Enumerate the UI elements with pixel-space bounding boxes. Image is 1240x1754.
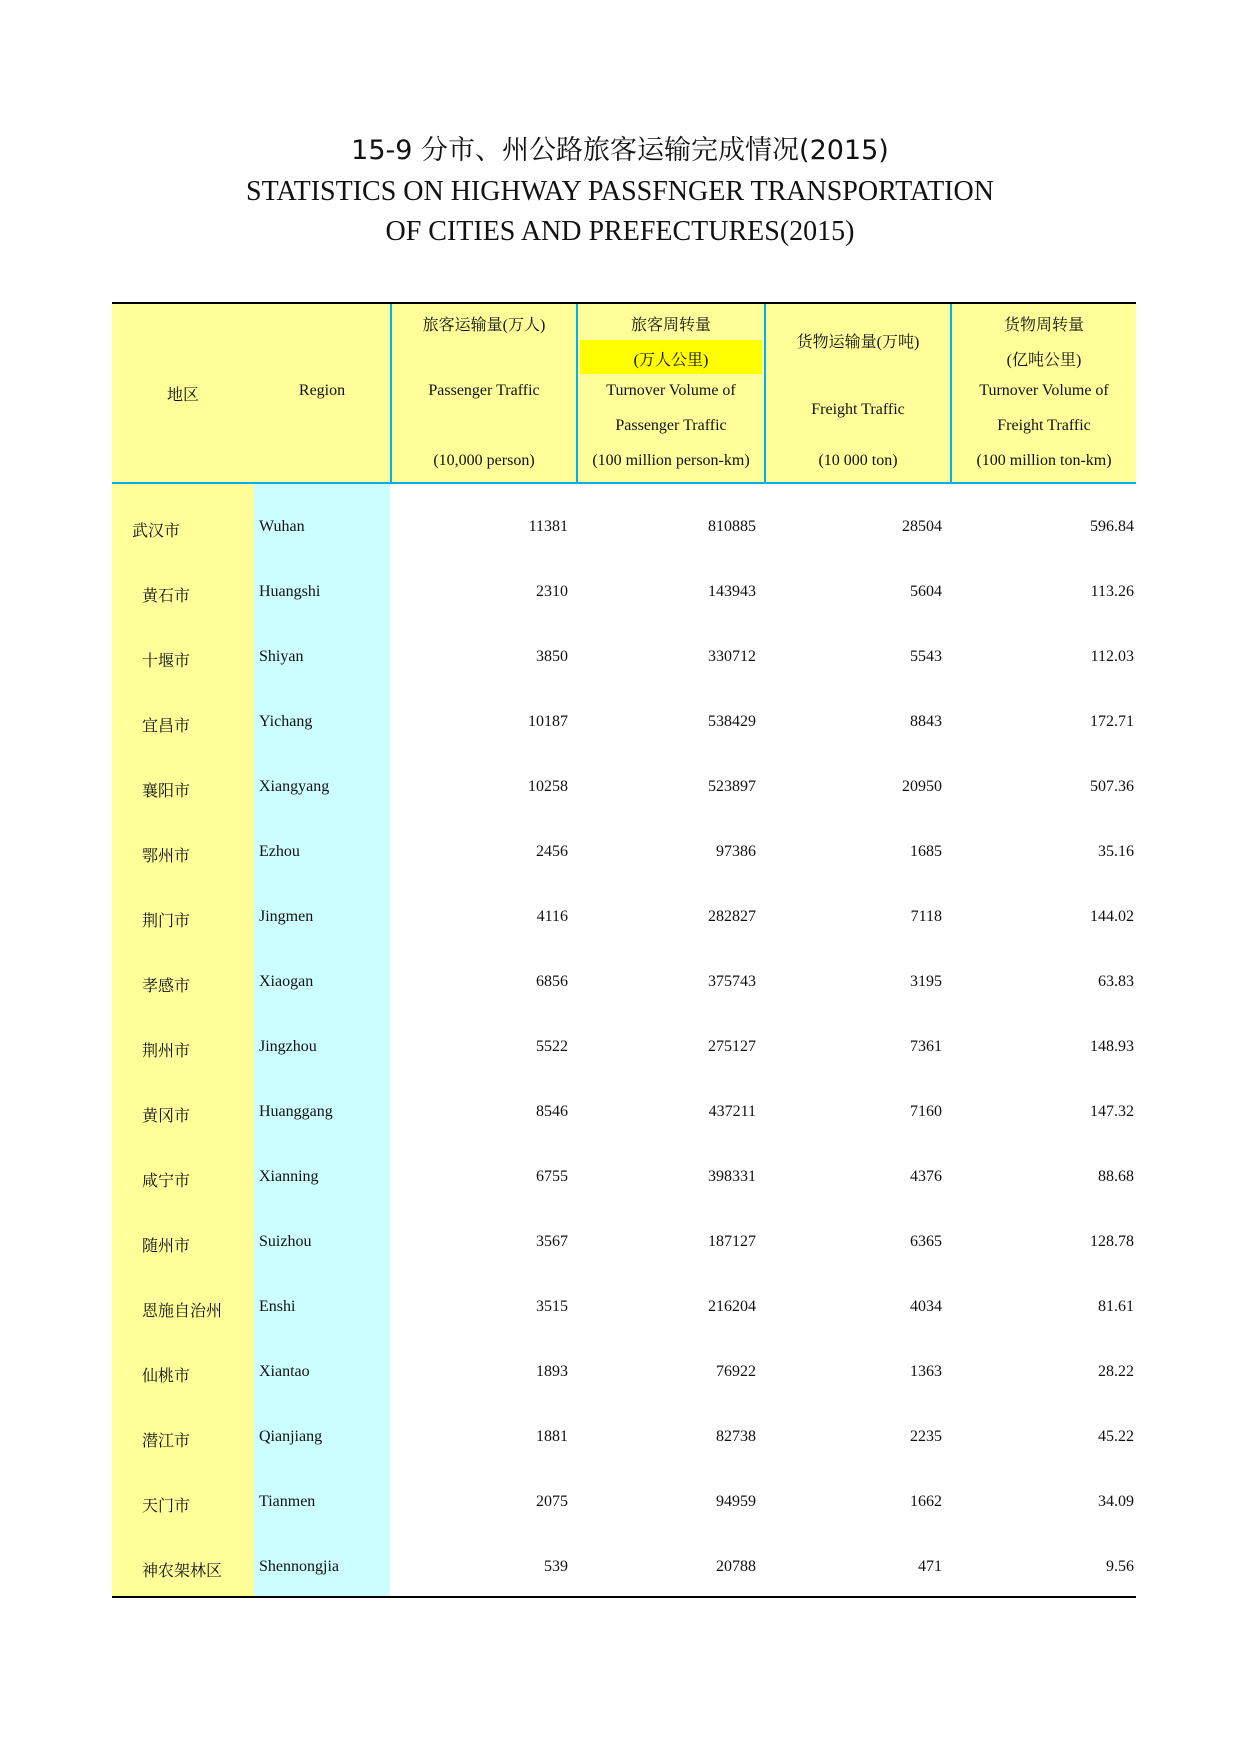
header-turnover-freight-en2: Freight Traffic [997, 417, 1091, 434]
cell-passenger: 2310 [536, 583, 568, 600]
header-freight [766, 304, 950, 482]
cell-region-en: Jingzhou [259, 1038, 317, 1055]
table-row [112, 1341, 1136, 1406]
table-row [112, 1211, 1136, 1276]
cell-region-zh: 武汉市 [132, 523, 181, 540]
cell-turnover-passenger: 538429 [708, 713, 756, 730]
table-row [112, 626, 1136, 691]
header-region-en-label: Region [298, 382, 346, 399]
header-turnover-freight-en1: Turnover Volume of [979, 382, 1109, 399]
header-passenger-unit: (10,000 person) [433, 452, 535, 469]
cell-freight: 7361 [910, 1038, 942, 1055]
cell-region-zh: 鄂州市 [142, 848, 191, 865]
cell-turnover-freight: 88.68 [1098, 1168, 1134, 1185]
table-row [112, 1081, 1136, 1146]
cell-turnover-passenger: 143943 [708, 583, 756, 600]
cell-turnover-freight: 128.78 [1090, 1233, 1134, 1250]
cell-passenger: 10187 [528, 713, 568, 730]
cell-region-zh: 荆门市 [142, 913, 191, 930]
cell-passenger: 2075 [536, 1493, 568, 1510]
cell-freight: 6365 [910, 1233, 942, 1250]
cell-region-en: Shiyan [259, 648, 304, 665]
cell-turnover-passenger: 282827 [708, 908, 756, 925]
cell-turnover-passenger: 523897 [708, 778, 756, 795]
table-row [112, 886, 1136, 951]
cell-freight: 8843 [910, 713, 942, 730]
header-turnover-passenger-zh-unit: (万人公里) [633, 352, 709, 369]
cell-region-zh: 随州市 [142, 1238, 191, 1255]
cell-freight: 7160 [910, 1103, 942, 1120]
cell-region-zh: 黄石市 [142, 588, 191, 605]
header-turnover-passenger-en1: Turnover Volume of [606, 382, 736, 399]
cell-turnover-passenger: 275127 [708, 1038, 756, 1055]
table-row [112, 1146, 1136, 1211]
header-freight-unit: (10 000 ton) [818, 452, 898, 469]
header-turnover-passenger [578, 304, 764, 482]
cell-freight: 20950 [902, 778, 942, 795]
cell-passenger: 539 [544, 1558, 568, 1575]
cell-passenger: 11381 [528, 518, 568, 535]
cell-region-en: Huangshi [259, 583, 321, 600]
cell-freight: 4034 [910, 1298, 942, 1315]
cell-turnover-freight: 147.32 [1090, 1103, 1134, 1120]
cell-turnover-freight: 148.93 [1090, 1038, 1134, 1055]
table-row [112, 756, 1136, 821]
cell-turnover-passenger: 82738 [716, 1428, 756, 1445]
cell-turnover-freight: 28.22 [1098, 1363, 1134, 1380]
cell-freight: 1662 [910, 1493, 942, 1510]
cell-turnover-passenger: 375743 [708, 973, 756, 990]
cell-region-en: Yichang [259, 713, 313, 730]
cell-region-zh: 仙桃市 [142, 1368, 191, 1385]
table-body [112, 484, 1136, 1598]
cell-turnover-freight: 63.83 [1098, 973, 1134, 990]
cell-region-en: Jingmen [259, 908, 314, 925]
table-row [112, 561, 1136, 626]
cell-passenger: 3567 [536, 1233, 568, 1250]
cell-freight: 5543 [910, 648, 942, 665]
statistics-table [112, 302, 1136, 1598]
cell-turnover-freight: 112.03 [1090, 648, 1134, 665]
cell-region-en: Suizhou [259, 1233, 312, 1250]
cell-turnover-passenger: 398331 [708, 1168, 756, 1185]
cell-passenger: 5522 [536, 1038, 568, 1055]
cell-turnover-freight: 172.71 [1090, 713, 1134, 730]
cell-passenger: 1893 [536, 1363, 568, 1380]
cell-region-en: Wuhan [259, 518, 305, 535]
cell-turnover-freight: 35.16 [1098, 843, 1134, 860]
cell-passenger: 8546 [536, 1103, 568, 1120]
cell-region-zh: 黄冈市 [142, 1108, 191, 1125]
cell-region-zh: 襄阳市 [142, 783, 191, 800]
cell-turnover-freight: 45.22 [1098, 1428, 1134, 1445]
header-turnover-freight-unit: (100 million ton-km) [976, 452, 1112, 469]
cell-turnover-freight: 507.36 [1090, 778, 1134, 795]
cell-region-zh: 荆州市 [142, 1043, 191, 1060]
cell-region-zh: 咸宁市 [142, 1173, 191, 1190]
cell-turnover-freight: 144.02 [1090, 908, 1134, 925]
header-turnover-freight [952, 304, 1136, 482]
cell-turnover-passenger: 97386 [716, 843, 756, 860]
cell-turnover-passenger: 437211 [708, 1103, 756, 1120]
cell-region-zh: 天门市 [142, 1498, 191, 1515]
cell-freight: 4376 [910, 1168, 942, 1185]
cell-turnover-passenger: 810885 [708, 518, 756, 535]
cell-turnover-passenger: 76922 [716, 1363, 756, 1380]
table-header [112, 302, 1136, 484]
cell-region-en: Xiantao [259, 1363, 310, 1380]
header-turnover-passenger-unit: (100 million person-km) [592, 452, 750, 469]
cell-region-en: Huanggang [259, 1103, 333, 1120]
cell-passenger: 10258 [528, 778, 568, 795]
cell-turnover-freight: 34.09 [1098, 1493, 1134, 1510]
cell-region-zh: 宜昌市 [142, 718, 191, 735]
table-row [112, 821, 1136, 886]
cell-region-en: Qianjiang [259, 1428, 323, 1445]
cell-freight: 1363 [910, 1363, 942, 1380]
cell-turnover-passenger: 94959 [716, 1493, 756, 1510]
cell-region-en: Ezhou [259, 843, 300, 860]
cell-region-en: Tianmen [259, 1493, 316, 1510]
cell-turnover-passenger: 187127 [708, 1233, 756, 1250]
table-row [112, 691, 1136, 756]
cell-freight: 28504 [902, 518, 942, 535]
header-turnover-passenger-zh: 旅客周转量 [630, 317, 711, 334]
cell-turnover-freight: 81.61 [1098, 1298, 1134, 1315]
header-freight-en: Freight Traffic [811, 401, 905, 418]
cell-region-zh: 十堰市 [142, 653, 191, 670]
cell-region-en: Xiangyang [259, 778, 330, 795]
table-row [112, 1276, 1136, 1341]
cell-region-en: Enshi [259, 1298, 296, 1315]
cell-region-en: Shennongjia [259, 1558, 339, 1575]
cell-passenger: 6755 [536, 1168, 568, 1185]
table-row [112, 496, 1136, 561]
cell-region-zh: 孝感市 [142, 978, 191, 995]
table-row [112, 1471, 1136, 1536]
table-row [112, 1536, 1136, 1601]
header-passenger [392, 304, 576, 482]
cell-freight: 7118 [910, 908, 942, 925]
cell-region-zh: 恩施自治州 [142, 1303, 223, 1320]
table-row [112, 1016, 1136, 1081]
cell-freight: 471 [918, 1558, 942, 1575]
header-region-zh [112, 304, 254, 482]
cell-freight: 5604 [910, 583, 942, 600]
header-freight-zh: 货物运输量(万吨) [796, 334, 920, 351]
cell-passenger: 4116 [536, 908, 568, 925]
cell-region-zh: 潜江市 [142, 1433, 191, 1450]
cell-freight: 1685 [910, 843, 942, 860]
cell-passenger: 3515 [536, 1298, 568, 1315]
cell-turnover-passenger: 330712 [708, 648, 756, 665]
header-passenger-en: Passenger Traffic [428, 382, 540, 399]
cell-freight: 2235 [910, 1428, 942, 1445]
cell-passenger: 6856 [536, 973, 568, 990]
cell-turnover-freight: 9.56 [1106, 1558, 1134, 1575]
cell-passenger: 1881 [536, 1428, 568, 1445]
page-title-en-line1: STATISTICS ON HIGHWAY PASSFNGER TRANSPORTATION [246, 176, 994, 207]
cell-region-en: Xiaogan [259, 973, 314, 990]
header-region-en [254, 304, 390, 482]
header-region-zh-label: 地区 [166, 387, 199, 404]
cell-passenger: 2456 [536, 843, 568, 860]
cell-turnover-passenger: 20788 [716, 1558, 756, 1575]
table-row [112, 951, 1136, 1016]
table-row [112, 1406, 1136, 1471]
header-turnover-freight-zh: 货物周转量 [1003, 317, 1084, 334]
page-title-en-line2: OF CITIES AND PREFECTURES(2015) [385, 216, 855, 247]
cell-turnover-passenger: 216204 [708, 1298, 756, 1315]
header-turnover-passenger-en2: Passenger Traffic [615, 417, 727, 434]
page-title-zh: 15-9 分市、州公路旅客运输完成情况(2015) [351, 135, 889, 166]
cell-passenger: 3850 [536, 648, 568, 665]
cell-freight: 3195 [910, 973, 942, 990]
header-passenger-zh: 旅客运输量(万人) [422, 317, 546, 334]
cell-turnover-freight: 113.26 [1090, 583, 1134, 600]
cell-region-zh: 神农架林区 [142, 1563, 223, 1580]
cell-region-en: Xianning [259, 1168, 319, 1185]
cell-turnover-freight: 596.84 [1090, 518, 1134, 535]
header-turnover-freight-zh-unit: (亿吨公里) [1006, 352, 1082, 369]
